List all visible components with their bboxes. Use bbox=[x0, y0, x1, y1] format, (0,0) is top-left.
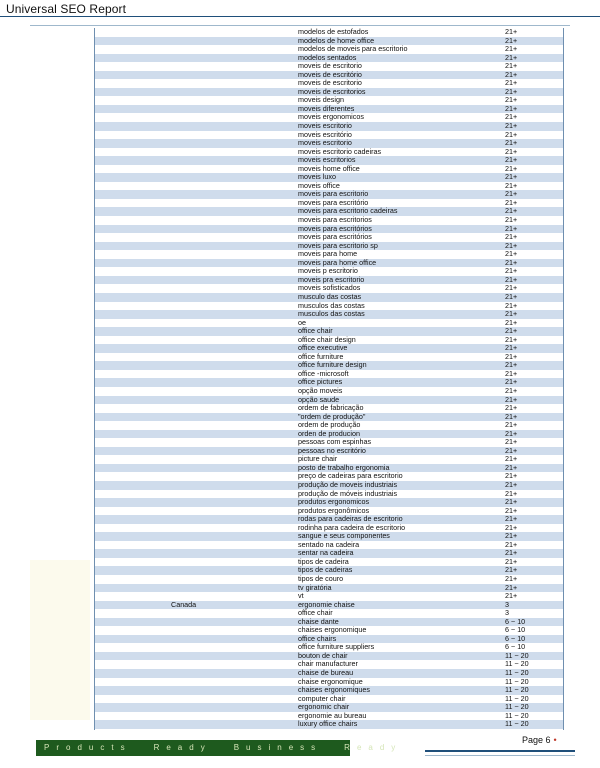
keyword-cell: chaise de bureau bbox=[298, 668, 354, 678]
keyword-cell: musculo das costas bbox=[298, 291, 362, 301]
keyword-cell: vt bbox=[298, 591, 304, 601]
report-title: Universal SEO Report bbox=[6, 2, 127, 16]
rank-cell: 21+ bbox=[505, 317, 518, 327]
keyword-cell: office executive bbox=[298, 343, 348, 353]
rank-cell: 21+ bbox=[505, 326, 518, 336]
rank-cell: 21+ bbox=[505, 497, 518, 507]
keyword-cell: office chair bbox=[298, 326, 333, 336]
rank-cell: 21+ bbox=[505, 240, 518, 250]
banner-word: Business bbox=[233, 743, 323, 752]
rank-cell: 21+ bbox=[505, 471, 518, 481]
page-number bbox=[522, 735, 557, 745]
keyword-cell: ergonomie au bureau bbox=[298, 710, 367, 720]
keyword-cell: moveis escritorios bbox=[298, 155, 356, 165]
keyword-cell: moveis de escritorio bbox=[298, 78, 362, 88]
rank-cell: 6 ~ 10 bbox=[505, 616, 526, 626]
rank-cell: 21+ bbox=[505, 377, 518, 387]
keyword-cell: rodinha para cadeira de escritorio bbox=[298, 522, 406, 532]
rank-cell: 21+ bbox=[505, 368, 518, 378]
rank-cell: 21+ bbox=[505, 505, 518, 515]
rank-cell: 21+ bbox=[505, 462, 518, 472]
rank-cell: 11 ~ 20 bbox=[505, 685, 529, 695]
keyword-cell: chair manufacturer bbox=[298, 659, 358, 669]
rank-cell: 21+ bbox=[505, 291, 518, 301]
rank-cell: 21+ bbox=[505, 283, 518, 293]
rank-cell: 6 ~ 10 bbox=[505, 625, 526, 635]
rank-cell: 6 ~ 10 bbox=[505, 642, 526, 652]
rank-cell: 21+ bbox=[505, 28, 518, 36]
rank-cell: 21+ bbox=[505, 61, 518, 71]
keyword-cell: moveis luxo bbox=[298, 172, 336, 182]
rank-cell: 11 ~ 20 bbox=[505, 668, 529, 678]
rank-cell: 21+ bbox=[505, 574, 518, 583]
rank-cell: 21+ bbox=[505, 539, 518, 549]
rank-cell: 21+ bbox=[505, 565, 518, 575]
keyword-cell: luxury office chairs bbox=[298, 719, 358, 729]
keyword-cell: picture chair bbox=[298, 454, 338, 464]
rank-cell: 21+ bbox=[505, 420, 518, 430]
keyword-cell: moveis escritório bbox=[298, 129, 352, 139]
rank-cell: 21+ bbox=[505, 223, 518, 233]
keyword-cell: chaise dante bbox=[298, 616, 339, 626]
rank-cell: 21+ bbox=[505, 591, 518, 601]
rank-cell: 21+ bbox=[505, 582, 518, 592]
keyword-cell: moveis office bbox=[298, 180, 340, 190]
rank-cell: 21+ bbox=[505, 360, 518, 370]
keyword-cell: ordem de fabricação bbox=[298, 403, 364, 413]
keyword-cell: moveis p escritorio bbox=[298, 266, 358, 276]
rank-cell: 21+ bbox=[505, 334, 518, 344]
keyword-cell: moveis para escritorios bbox=[298, 215, 372, 225]
keyword-cell: modelos de estofados bbox=[298, 28, 369, 36]
rank-cell: 3 bbox=[505, 599, 509, 609]
rank-cell: 21+ bbox=[505, 522, 518, 532]
rank-cell: 21+ bbox=[505, 35, 518, 45]
rank-cell: 21+ bbox=[505, 454, 518, 464]
header-rule bbox=[0, 16, 600, 17]
keyword-cell: posto de trabalho ergonomia bbox=[298, 462, 390, 472]
keyword-cell: office -microsoft bbox=[298, 368, 349, 378]
keyword-cell: pessoas no escritório bbox=[298, 445, 366, 455]
keyword-cell: office pictures bbox=[298, 377, 343, 387]
rank-cell: 21+ bbox=[505, 445, 518, 455]
rank-cell: 11 ~ 20 bbox=[505, 659, 529, 669]
rank-cell: 21+ bbox=[505, 232, 518, 242]
keyword-cell: moveis sofisticados bbox=[298, 283, 361, 293]
rank-cell: 21+ bbox=[505, 163, 518, 173]
rank-cell: 21+ bbox=[505, 138, 518, 148]
keyword-cell: office chair design bbox=[298, 334, 356, 344]
keyword-ranking-table bbox=[94, 28, 564, 730]
rank-cell: 21+ bbox=[505, 514, 518, 524]
keyword-cell: moveis para escritórios bbox=[298, 232, 372, 242]
keyword-cell: bouton de chair bbox=[298, 650, 348, 660]
rank-cell: 21+ bbox=[505, 548, 518, 558]
keyword-cell: moveis ergonomicos bbox=[298, 112, 364, 122]
keyword-cell: sangue e seus componentes bbox=[298, 531, 390, 541]
keyword-cell: moveis de escritorio bbox=[298, 61, 362, 71]
rank-cell: 21+ bbox=[505, 343, 518, 353]
rank-cell: 21+ bbox=[505, 309, 518, 319]
keyword-cell: rodas para cadeiras de escritorio bbox=[298, 514, 403, 524]
rank-cell: 21+ bbox=[505, 95, 518, 105]
keyword-cell: ergonomie chaise bbox=[298, 599, 355, 609]
keyword-cell: tipos de couro bbox=[298, 574, 344, 583]
keyword-cell: produtos ergonomicos bbox=[298, 497, 370, 507]
keyword-cell: chaises ergonomiques bbox=[298, 685, 370, 695]
keyword-cell: orden de producion bbox=[298, 428, 360, 438]
rank-cell: 21+ bbox=[505, 266, 518, 276]
keyword-cell: office furniture suppliers bbox=[298, 642, 375, 652]
keyword-cell: office furniture bbox=[298, 351, 344, 361]
rank-cell: 21+ bbox=[505, 146, 518, 156]
keyword-cell: produção de moveis industriais bbox=[298, 479, 398, 489]
rank-cell: 21+ bbox=[505, 172, 518, 182]
page-bullet-icon: • bbox=[553, 735, 557, 745]
banner-word: Ready bbox=[153, 743, 212, 752]
rank-cell: 21+ bbox=[505, 411, 518, 421]
country-cell: Canada bbox=[171, 599, 197, 609]
rank-cell: 21+ bbox=[505, 129, 518, 139]
rank-cell: 21+ bbox=[505, 69, 518, 79]
rank-cell: 21+ bbox=[505, 155, 518, 165]
rank-cell: 11 ~ 20 bbox=[505, 650, 529, 660]
keyword-cell: chaises ergonomique bbox=[298, 625, 367, 635]
keyword-cell: moveis escritorio bbox=[298, 138, 352, 148]
keyword-cell: musculos das costas bbox=[298, 300, 365, 310]
keyword-cell: tv giratória bbox=[298, 582, 332, 592]
keyword-cell: chaise ergonomique bbox=[298, 676, 363, 686]
rank-cell: 11 ~ 20 bbox=[505, 719, 529, 729]
keyword-cell: moveis para escritório bbox=[298, 197, 369, 207]
keyword-cell: moveis pra escritorio bbox=[298, 274, 365, 284]
header-subrule bbox=[30, 25, 570, 26]
rank-cell: 21+ bbox=[505, 215, 518, 225]
keyword-cell: moveis de escritório bbox=[298, 69, 362, 79]
table-row bbox=[95, 310, 563, 319]
keyword-cell: sentado na cadeira bbox=[298, 539, 360, 549]
keyword-cell: preço de cadeiras para escritorio bbox=[298, 471, 403, 481]
rank-cell: 21+ bbox=[505, 351, 518, 361]
keyword-cell: oe bbox=[298, 317, 306, 327]
rank-cell: 21+ bbox=[505, 180, 518, 190]
rank-cell: 21+ bbox=[505, 488, 518, 498]
keyword-cell: moveis para home office bbox=[298, 257, 377, 267]
rank-cell: 21+ bbox=[505, 121, 518, 131]
rank-cell: 21+ bbox=[505, 257, 518, 267]
keyword-cell: moveis para escritorio sp bbox=[298, 240, 378, 250]
keyword-cell: moveis escritorio bbox=[298, 121, 352, 131]
keyword-cell: moveis para escritorio cadeiras bbox=[298, 206, 398, 216]
keyword-cell: tipos de cadeiras bbox=[298, 565, 353, 575]
keyword-cell: sentar na cadeira bbox=[298, 548, 354, 558]
rank-cell: 21+ bbox=[505, 403, 518, 413]
rank-cell: 21+ bbox=[505, 78, 518, 88]
rank-cell: 21+ bbox=[505, 103, 518, 113]
footer-subrule bbox=[425, 755, 575, 756]
keyword-cell: moveis para escritórios bbox=[298, 223, 372, 233]
rank-cell: 21+ bbox=[505, 274, 518, 284]
keyword-cell: office furniture design bbox=[298, 360, 367, 370]
keyword-cell: moveis de escritorios bbox=[298, 86, 366, 96]
rank-cell: 21+ bbox=[505, 52, 518, 62]
rank-cell: 11 ~ 20 bbox=[505, 702, 529, 712]
keyword-cell: moveis design bbox=[298, 95, 344, 105]
rank-cell: 21+ bbox=[505, 394, 518, 404]
rank-cell: 11 ~ 20 bbox=[505, 710, 529, 720]
rank-cell: 21+ bbox=[505, 112, 518, 122]
keyword-cell: pessoas com espinhas bbox=[298, 437, 372, 447]
keyword-cell: "ordem de produção" bbox=[298, 411, 366, 421]
rank-cell: 11 ~ 20 bbox=[505, 693, 529, 703]
rank-cell: 21+ bbox=[505, 44, 518, 54]
keyword-cell: moveis para home bbox=[298, 249, 358, 259]
keyword-cell: modelos de moveis para escritorio bbox=[298, 44, 408, 54]
rank-cell: 3 bbox=[505, 608, 509, 618]
rank-cell: 21+ bbox=[505, 479, 518, 489]
keyword-cell: produtos ergonômicos bbox=[298, 505, 370, 515]
keyword-cell: moveis diferentes bbox=[298, 103, 355, 113]
rank-cell: 21+ bbox=[505, 437, 518, 447]
keyword-cell: opção moveis bbox=[298, 385, 343, 395]
rank-cell: 6 ~ 10 bbox=[505, 633, 526, 643]
rank-cell: 21+ bbox=[505, 428, 518, 438]
keyword-cell: computer chair bbox=[298, 693, 346, 703]
page-label: Page 6 bbox=[522, 735, 551, 745]
rank-cell: 21+ bbox=[505, 249, 518, 259]
keyword-cell: moveis escritorio cadeiras bbox=[298, 146, 382, 156]
banner-word: Ready bbox=[344, 743, 403, 752]
rank-cell: 11 ~ 20 bbox=[505, 676, 529, 686]
rank-cell: 21+ bbox=[505, 385, 518, 395]
rank-cell: 21+ bbox=[505, 206, 518, 216]
rank-cell: 21+ bbox=[505, 197, 518, 207]
rank-cell: 21+ bbox=[505, 556, 518, 566]
table-row bbox=[95, 720, 563, 729]
keyword-cell: modelos de home office bbox=[298, 35, 375, 45]
footer-rule bbox=[425, 750, 575, 752]
keyword-cell: musculos das costas bbox=[298, 309, 365, 319]
keyword-cell: produção de móveis industriais bbox=[298, 488, 398, 498]
keyword-cell: office chairs bbox=[298, 633, 337, 643]
table-row bbox=[95, 584, 563, 593]
keyword-cell: ergonomic chair bbox=[298, 702, 350, 712]
keyword-cell: tipos de cadeira bbox=[298, 556, 349, 566]
keyword-cell: ordem de produção bbox=[298, 420, 361, 430]
rank-cell: 21+ bbox=[505, 300, 518, 310]
footer-banner bbox=[36, 740, 403, 756]
rank-cell: 21+ bbox=[505, 86, 518, 96]
keyword-cell: opção saude bbox=[298, 394, 340, 404]
banner-word: Products bbox=[44, 743, 132, 752]
keyword-cell: moveis home office bbox=[298, 163, 360, 173]
keyword-cell: moveis para escritorio bbox=[298, 189, 369, 199]
rank-cell: 21+ bbox=[505, 531, 518, 541]
rank-cell: 21+ bbox=[505, 189, 518, 199]
keyword-cell: office chair bbox=[298, 608, 333, 618]
keyword-cell: modelos sentados bbox=[298, 52, 357, 62]
